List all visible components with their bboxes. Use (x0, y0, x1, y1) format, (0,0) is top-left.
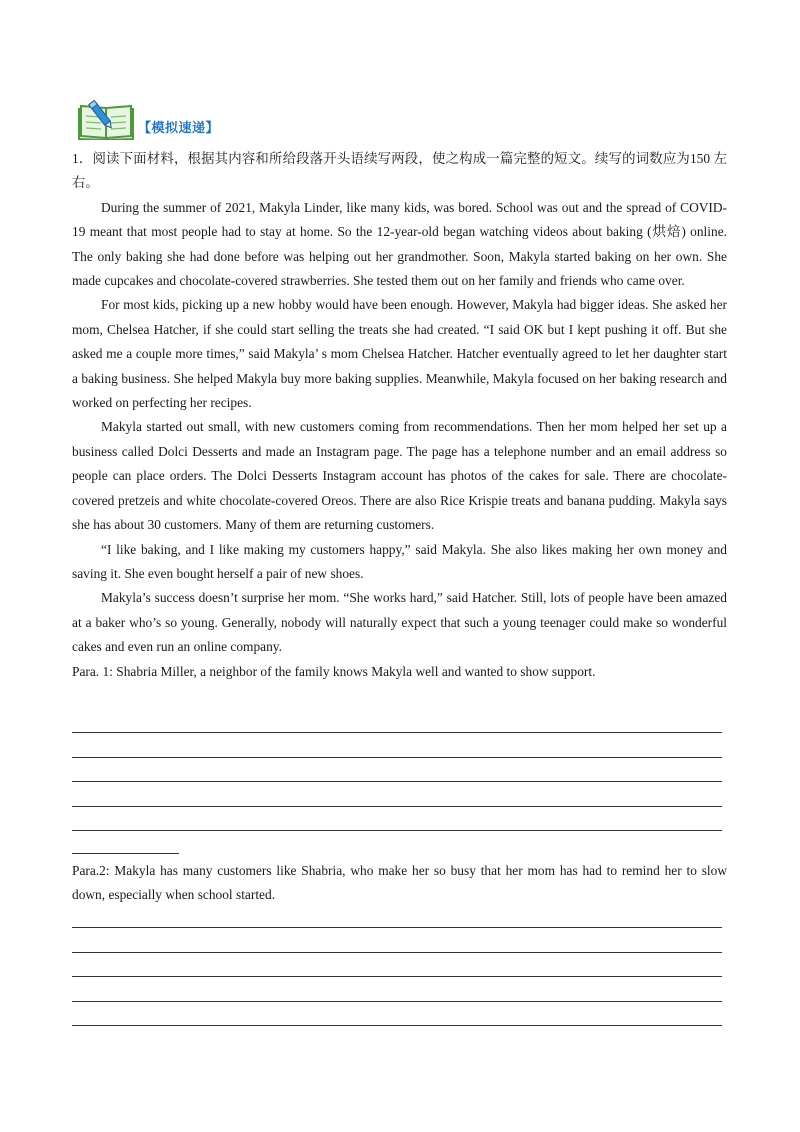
para1-writing-area[interactable] (72, 709, 722, 831)
question-number: 1． (72, 151, 93, 166)
writing-line[interactable] (72, 709, 722, 733)
section-tag: 【模拟速递】 (138, 121, 220, 136)
writing-line[interactable] (72, 782, 722, 806)
para2-block (72, 859, 727, 908)
para2-writing-area[interactable] (72, 904, 722, 1026)
passage-paragraph: For most kids, picking up a new hobby would have been enough. However, Makyla had bigger ideas. She asked her mom, Chelsea Hatcher, if she could start selling the treats she had created. “I said OK but I kept pushing it off. But she asked me a couple more times,” said Makyla’ s mom Chelsea Hatcher. Hatcher eventually agreed to let her daughter start a baking business. She helped Makyla buy more baking supplies. Meanwhile, Makyla focused on her baking research and worked on perfecting her recipes. (72, 297, 727, 411)
book-pen-icon (78, 94, 136, 140)
writing-line[interactable] (72, 928, 722, 952)
passage-paragraph: “I like baking, and I like making my customers happy,” said Makyla. She also likes making her own money and saving it. She even bought herself a pair of new shoes. (72, 541, 727, 581)
para2-prompt: Para.2: Makyla has many customers like Shabria, who make her so busy that her mom has had to remind her to slow down, especially when school started. (72, 863, 727, 903)
para1-prompt: Para. 1: Shabria Miller, a neighbor of the family knows Makyla well and wanted to show support. (72, 663, 596, 679)
writing-line[interactable] (72, 904, 722, 928)
instruction-text: 阅读下面材料，根据其内容和所给段落开头语续写两段，使之构成一篇完整的短文。续写的词数应为150 左右。 (72, 151, 727, 191)
writing-line[interactable] (72, 758, 722, 782)
passage-paragraph: Makyla started out small, with new customers coming from recommendations. Then her mom helped her set up a business called Dolci Desserts and made an Instagram page. The page has a telephone number and an email address so people can place orders. The Dolci Desserts Instagram account has photos of the cakes for sale. There are chocolate-covered pretzeis and white chocolate-covered Oreos. There are also Rice Krispie treats and banana pudding. Makyla says she has about 30 customers. Many of them are returning customers. (72, 419, 727, 533)
writing-line[interactable] (72, 733, 722, 757)
article-content (72, 147, 727, 684)
writing-line[interactable] (72, 977, 722, 1001)
writing-line[interactable] (72, 807, 722, 831)
passage-paragraph: Makyla’s success doesn’t surprise her mom. “She works hard,” said Hatcher. Still, lots of people have been amazed at a baker who’s so young. Generally, nobody will naturally expect that such a young teenager could make so wonderful cakes and even run an online company. (72, 590, 727, 655)
writing-line[interactable] (72, 1002, 722, 1026)
writing-line[interactable] (72, 953, 722, 977)
section-header (78, 94, 219, 140)
short-writing-line[interactable] (72, 853, 179, 854)
question-instruction (72, 147, 727, 196)
passage-paragraph: During the summer of 2021, Makyla Linder, like many kids, was bored. School was out and the spread of COVID-19 meant that most people had to stay at home. So the 12-year-old began watching videos about baking (烘焙) online. The only baking she had done before was helping out her grandmother. Soon, Makyla started baking on her own. She made cupcakes and chocolate-covered strawberries. She tested them out on her family and friends who came over. (72, 199, 727, 289)
